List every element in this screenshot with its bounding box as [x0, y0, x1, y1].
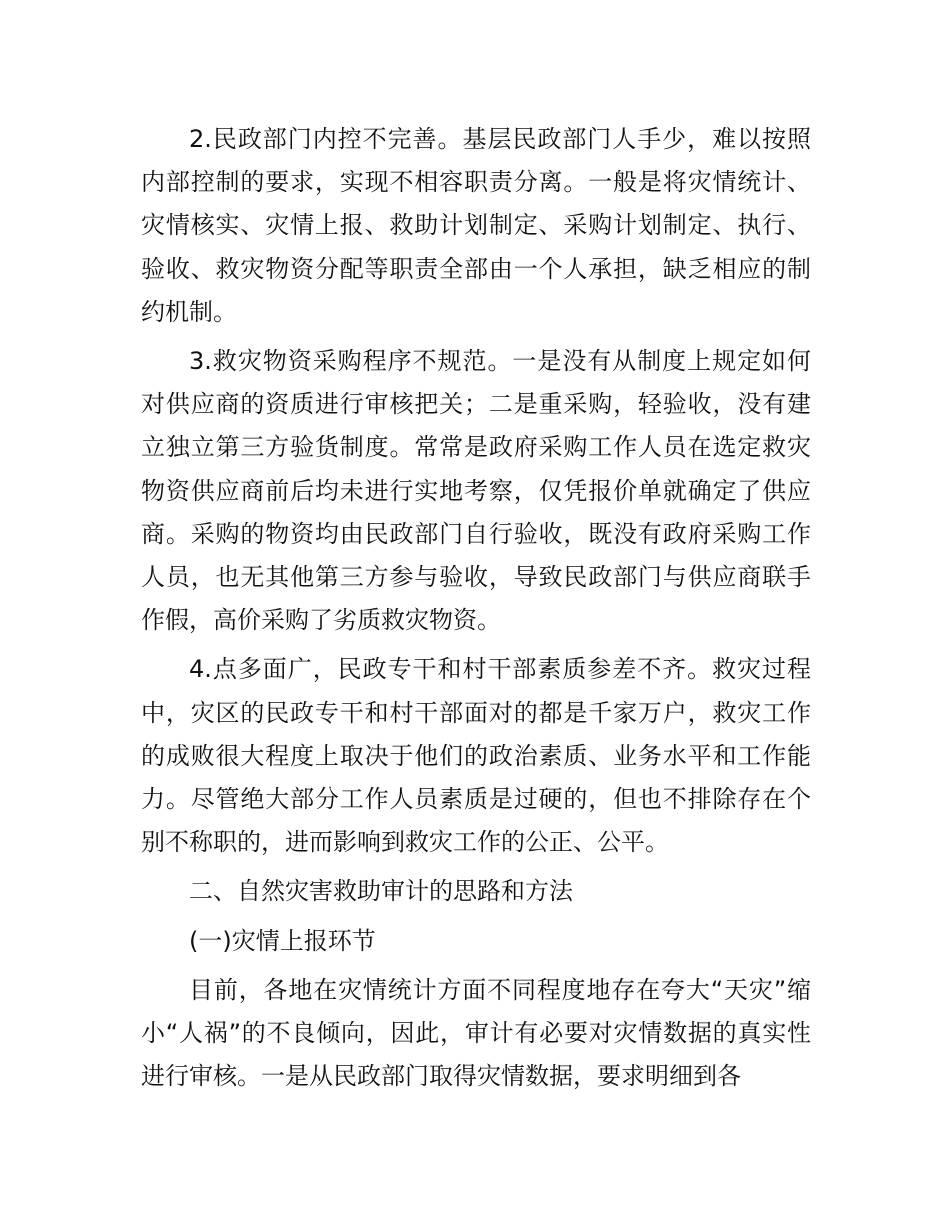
paragraph-internal-control: 2.民政部门内控不完善。基层民政部门人手少，难以按照内部控制的要求，实现不相容职责分离。一般是将灾情统计、灾情核实、灾情上报、救助计划制定、采购计划制定、执行、验收、救灾物资分配等职责全部由一个人承担，缺乏相应的制约机制。 [141, 125, 811, 326]
subsection-heading: (一)灾情上报环节 [189, 926, 376, 955]
section-heading: 二、自然灾害救助审计的思路和方法 [189, 877, 573, 906]
paragraph-disaster-reporting: 目前，各地在灾情统计方面不同程度地存在夸大“天灾”缩小“人祸”的不良倾向，因此，审计有必要对灾情数据的真实性进行审核。一是从民政部门取得灾情数据，要求明细到各 [141, 975, 811, 1091]
paragraph-staff-quality: 4.点多面广，民政专干和村干部素质参差不齐。救灾过程中，灾区的民政专干和村干部面对的都是千家万户，救灾工作的成败很大程度上取决于他们的政治素质、业务水平和工作能力。尽管绝大部分工作人员素质是过硬的，但也不排除存在个别不称职的，进而影响到救灾工作的公正、公平。 [141, 655, 811, 857]
document-body [141, 118, 811, 1098]
paragraph-procurement: 3.救灾物资采购程序不规范。一是没有从制度上规定如何对供应商的资质进行审核把关；二是重采购，轻验收，没有建立独立第三方验货制度。常常是政府采购工作人员在选定救灾物资供应商前后均未进行实地考察，仅凭报价单就确定了供应商。采购的物资均由民政部门自行验收，既没有政府采购工作人员，也无其他第三方参与验收，导致民政部门与供应商联手作假，高价采购了劣质救灾物资。 [141, 347, 811, 635]
